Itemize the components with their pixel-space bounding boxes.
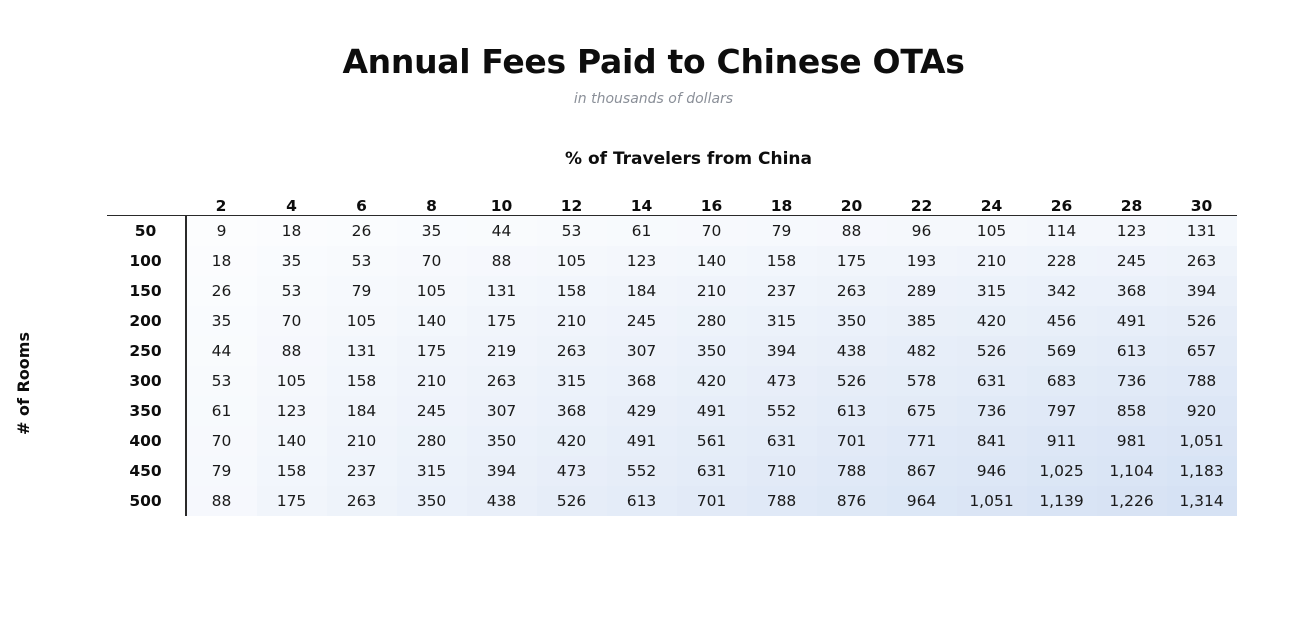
heatmap-cell: 1,104 [1097, 456, 1167, 486]
heatmap-cell: 79 [327, 276, 397, 306]
heatmap-cell: 18 [257, 216, 327, 247]
heatmap-cell: 105 [327, 306, 397, 336]
heatmap-cell: 350 [467, 426, 537, 456]
heatmap-cell: 420 [537, 426, 607, 456]
heatmap-cell: 175 [817, 246, 887, 276]
heatmap-cell: 18 [186, 246, 257, 276]
column-header: 4 [286, 197, 297, 215]
heatmap-cell: 526 [817, 366, 887, 396]
heatmap-cell: 123 [607, 246, 677, 276]
table-row [107, 216, 1237, 247]
heatmap-cell: 210 [537, 306, 607, 336]
page-subtitle: in thousands of dollars [573, 91, 734, 107]
heatmap-cell: 911 [1027, 426, 1097, 456]
heatmap-cell: 788 [1167, 366, 1237, 396]
heatmap-cell: 44 [186, 336, 257, 366]
heatmap-cell: 184 [607, 276, 677, 306]
heatmap-cell: 70 [186, 426, 257, 456]
heatmap-cell: 946 [957, 456, 1027, 486]
column-header: 12 [560, 197, 583, 215]
column-header: 14 [630, 197, 653, 215]
table-row [107, 246, 1237, 276]
heatmap-cell: 263 [467, 366, 537, 396]
heatmap-cell: 569 [1027, 336, 1097, 366]
heatmap-cell: 631 [677, 456, 747, 486]
x-axis-title: % of Travelers from China [565, 149, 812, 169]
heatmap-cell: 1,314 [1167, 486, 1237, 516]
table-corner [107, 185, 186, 216]
heatmap-cell: 307 [607, 336, 677, 366]
chart-page [0, 42, 1307, 633]
heatmap-cell: 210 [397, 366, 467, 396]
heatmap-cell: 175 [397, 336, 467, 366]
heatmap-cell: 701 [677, 486, 747, 516]
column-header: 28 [1120, 197, 1143, 215]
heatmap-cell: 263 [1167, 246, 1237, 276]
heatmap-cell: 26 [327, 216, 397, 247]
heatmap-cell: 70 [257, 306, 327, 336]
heatmap-cell: 280 [397, 426, 467, 456]
heatmap-cell: 526 [537, 486, 607, 516]
heatmap-table [107, 185, 1237, 516]
heatmap-cell: 858 [1097, 396, 1167, 426]
heatmap-cell: 631 [747, 426, 817, 456]
column-header: 30 [1190, 197, 1213, 215]
heatmap-cell: 385 [887, 306, 957, 336]
heatmap-cell: 114 [1027, 216, 1097, 247]
heatmap-cell: 420 [957, 306, 1027, 336]
row-header: 350 [107, 396, 186, 426]
table-row [107, 486, 1237, 516]
column-header: 18 [770, 197, 793, 215]
heatmap-cell: 140 [257, 426, 327, 456]
heatmap-cell: 79 [747, 216, 817, 247]
column-header: 10 [490, 197, 513, 215]
heatmap-cell: 53 [537, 216, 607, 247]
heatmap-cell: 158 [537, 276, 607, 306]
row-header: 150 [107, 276, 186, 306]
heatmap-cell: 315 [537, 366, 607, 396]
heatmap-cell: 315 [747, 306, 817, 336]
heatmap-cell: 867 [887, 456, 957, 486]
heatmap-cell: 175 [257, 486, 327, 516]
heatmap-cell: 736 [957, 396, 1027, 426]
heatmap-cell: 350 [817, 306, 887, 336]
table-row [107, 366, 1237, 396]
heatmap-cell: 105 [537, 246, 607, 276]
heatmap-cell: 88 [257, 336, 327, 366]
heatmap-cell: 35 [186, 306, 257, 336]
heatmap-cell: 158 [327, 366, 397, 396]
heatmap-cell: 79 [186, 456, 257, 486]
heatmap-cell: 35 [257, 246, 327, 276]
heatmap-cell: 263 [327, 486, 397, 516]
heatmap-cell: 1,051 [1167, 426, 1237, 456]
heatmap-cell: 1,183 [1167, 456, 1237, 486]
row-header: 400 [107, 426, 186, 456]
heatmap-cell: 578 [887, 366, 957, 396]
heatmap-cell: 552 [607, 456, 677, 486]
heatmap-cell: 123 [257, 396, 327, 426]
heatmap-cell: 394 [467, 456, 537, 486]
heatmap-cell: 123 [1097, 216, 1167, 247]
heatmap-cell: 473 [747, 366, 817, 396]
heatmap-cell: 210 [327, 426, 397, 456]
heatmap-cell: 710 [747, 456, 817, 486]
heatmap-cell: 368 [537, 396, 607, 426]
column-header: 2 [215, 197, 227, 215]
column-header: 20 [840, 197, 863, 215]
heatmap-cell: 1,226 [1097, 486, 1167, 516]
heatmap-cell: 526 [957, 336, 1027, 366]
heatmap-cell: 788 [747, 486, 817, 516]
heatmap-cell: 70 [677, 216, 747, 247]
heatmap-cell: 140 [397, 306, 467, 336]
heatmap-cell: 158 [747, 246, 817, 276]
heatmap-cell: 420 [677, 366, 747, 396]
table-row [107, 426, 1237, 456]
row-header: 450 [107, 456, 186, 486]
column-header-row [107, 185, 1237, 216]
heatmap-cell: 876 [817, 486, 887, 516]
column-header: 24 [980, 197, 1003, 215]
heatmap-cell: 280 [677, 306, 747, 336]
heatmap-cell: 53 [257, 276, 327, 306]
heatmap-cell: 429 [607, 396, 677, 426]
heatmap-cell: 53 [186, 366, 257, 396]
heatmap-cell: 70 [397, 246, 467, 276]
heatmap-cell: 788 [817, 456, 887, 486]
row-header: 200 [107, 306, 186, 336]
heatmap-cell: 526 [1167, 306, 1237, 336]
heatmap-cell: 245 [397, 396, 467, 426]
heatmap-cell: 289 [887, 276, 957, 306]
table-row [107, 276, 1237, 306]
heatmap-cell: 131 [1167, 216, 1237, 247]
table-row [107, 306, 1237, 336]
heatmap-cell: 1,025 [1027, 456, 1097, 486]
heatmap-cell: 44 [467, 216, 537, 247]
heatmap-cell: 491 [607, 426, 677, 456]
heatmap-cell: 263 [817, 276, 887, 306]
heatmap-cell: 61 [186, 396, 257, 426]
heatmap-cell: 9 [186, 216, 257, 247]
heatmap-cell: 88 [186, 486, 257, 516]
page-title: Annual Fees Paid to Chinese OTAs [342, 42, 965, 81]
heatmap-cell: 245 [1097, 246, 1167, 276]
heatmap-cell: 184 [327, 396, 397, 426]
column-header: 8 [426, 197, 437, 215]
heatmap-container [0, 185, 1307, 516]
heatmap-cell: 193 [887, 246, 957, 276]
heatmap-cell: 131 [327, 336, 397, 366]
row-header: 50 [107, 216, 186, 247]
heatmap-cell: 491 [677, 396, 747, 426]
heatmap-cell: 96 [887, 216, 957, 247]
heatmap-cell: 683 [1027, 366, 1097, 396]
heatmap-cell: 350 [397, 486, 467, 516]
heatmap-cell: 263 [537, 336, 607, 366]
heatmap-cell: 315 [957, 276, 1027, 306]
heatmap-cell: 1,139 [1027, 486, 1097, 516]
heatmap-cell: 61 [607, 216, 677, 247]
column-header: 22 [910, 197, 933, 215]
heatmap-cell: 158 [257, 456, 327, 486]
column-header: 6 [356, 197, 367, 215]
heatmap-cell: 456 [1027, 306, 1097, 336]
heatmap-cell: 368 [607, 366, 677, 396]
table-row [107, 456, 1237, 486]
heatmap-cell: 675 [887, 396, 957, 426]
heatmap-cell: 140 [677, 246, 747, 276]
row-header: 500 [107, 486, 186, 516]
heatmap-cell: 736 [1097, 366, 1167, 396]
heatmap-cell: 1,051 [957, 486, 1027, 516]
heatmap-cell: 307 [467, 396, 537, 426]
heatmap-cell: 26 [186, 276, 257, 306]
heatmap-cell: 105 [257, 366, 327, 396]
heatmap-cell: 131 [467, 276, 537, 306]
row-header: 250 [107, 336, 186, 366]
heatmap-cell: 53 [327, 246, 397, 276]
heatmap-cell: 342 [1027, 276, 1097, 306]
heatmap-cell: 771 [887, 426, 957, 456]
row-header: 300 [107, 366, 186, 396]
heatmap-body [107, 216, 1237, 517]
heatmap-cell: 105 [957, 216, 1027, 247]
table-row [107, 336, 1237, 366]
heatmap-cell: 981 [1097, 426, 1167, 456]
column-header: 16 [700, 197, 723, 215]
heatmap-cell: 841 [957, 426, 1027, 456]
heatmap-cell: 473 [537, 456, 607, 486]
heatmap-cell: 657 [1167, 336, 1237, 366]
heatmap-cell: 245 [607, 306, 677, 336]
column-header: 26 [1050, 197, 1073, 215]
row-header: 100 [107, 246, 186, 276]
heatmap-cell: 920 [1167, 396, 1237, 426]
heatmap-cell: 613 [817, 396, 887, 426]
heatmap-cell: 394 [747, 336, 817, 366]
heatmap-cell: 237 [327, 456, 397, 486]
heatmap-cell: 219 [467, 336, 537, 366]
heatmap-cell: 88 [467, 246, 537, 276]
heatmap-cell: 438 [467, 486, 537, 516]
heatmap-cell: 237 [747, 276, 817, 306]
heatmap-cell: 35 [397, 216, 467, 247]
heatmap-cell: 613 [1097, 336, 1167, 366]
heatmap-cell: 88 [817, 216, 887, 247]
heatmap-cell: 350 [677, 336, 747, 366]
heatmap-cell: 175 [467, 306, 537, 336]
heatmap-cell: 701 [817, 426, 887, 456]
heatmap-cell: 561 [677, 426, 747, 456]
heatmap-cell: 368 [1097, 276, 1167, 306]
heatmap-cell: 631 [957, 366, 1027, 396]
heatmap-cell: 482 [887, 336, 957, 366]
heatmap-cell: 210 [677, 276, 747, 306]
heatmap-cell: 438 [817, 336, 887, 366]
heatmap-cell: 105 [397, 276, 467, 306]
heatmap-cell: 797 [1027, 396, 1097, 426]
heatmap-cell: 228 [1027, 246, 1097, 276]
heatmap-cell: 491 [1097, 306, 1167, 336]
heatmap-cell: 315 [397, 456, 467, 486]
heatmap-cell: 394 [1167, 276, 1237, 306]
heatmap-cell: 552 [747, 396, 817, 426]
table-row [107, 396, 1237, 426]
heatmap-cell: 613 [607, 486, 677, 516]
heatmap-cell: 210 [957, 246, 1027, 276]
y-axis-title: # of Rooms [14, 332, 33, 435]
heatmap-cell: 964 [887, 486, 957, 516]
